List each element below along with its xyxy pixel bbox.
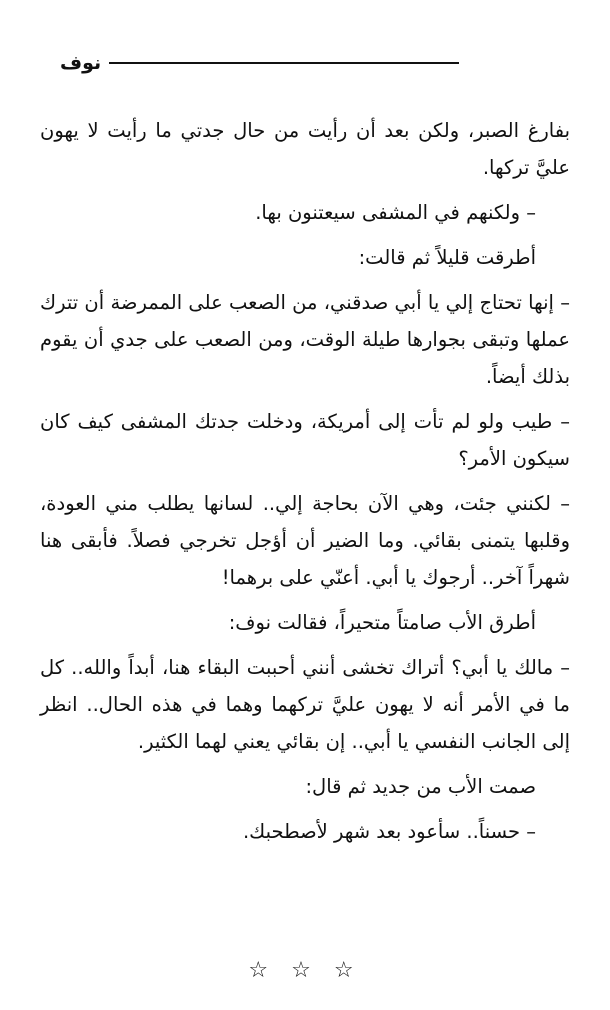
section-separator-stars: ☆ ☆ ☆ xyxy=(248,958,362,983)
paragraph: بفارغ الصبر، ولكن بعد أن رأيت من حال جدتي ما رأيت لا يهون عليَّ تركها. xyxy=(40,119,570,179)
header-title: نوف xyxy=(60,52,102,74)
running-header xyxy=(60,50,459,76)
paragraph: – ولكنهم في المشفى سيعتنون بها. xyxy=(255,201,536,224)
paragraph: – طيب ولو لم تأت إلى أمريكة، ودخلت جدتك المشفى كيف كان سيكون الأمر؟ xyxy=(40,410,570,470)
header-rule xyxy=(109,62,459,64)
paragraph: صمت الأب من جديد ثم قال: xyxy=(305,775,536,798)
paragraph: – إنها تحتاج إلي يا أبي صدقني، من الصعب على الممرضة أن تترك عملها وتبقى بجوارها طيلة الوقت، ومن الصعب على جدي أن يقوم بذلك أيضاً. xyxy=(40,291,570,388)
paragraph: أطرقت قليلاً ثم قالت: xyxy=(358,246,536,269)
paragraph: – لكنني جئت، وهي الآن بحاجة إلي.. لسانها يطلب مني العودة، وقلبها يتمنى بقائي. وما الضير أن أؤجل تخرجي فصلاً. فأبقى هنا شهراً آخر.. أرجوك يا أبي. أعنّي على برهما! xyxy=(40,492,570,589)
paragraph: – حسناً.. سأعود بعد شهر لأصطحبك. xyxy=(242,820,536,843)
paragraph: أطرق الأب صامتاً متحيراً، فقالت نوف: xyxy=(228,611,536,634)
page-body xyxy=(40,112,570,858)
paragraph: – مالك يا أبي؟ أتراك تخشى أنني أحببت البقاء هنا، أبداً والله.. كل ما في الأمر أنه لا يهون عليَّ تركهما وهما في هذه الحال.. انظر إلى الجانب النفسي يا أبي.. إن بقائي يعني لهما الكثير. xyxy=(40,656,570,753)
